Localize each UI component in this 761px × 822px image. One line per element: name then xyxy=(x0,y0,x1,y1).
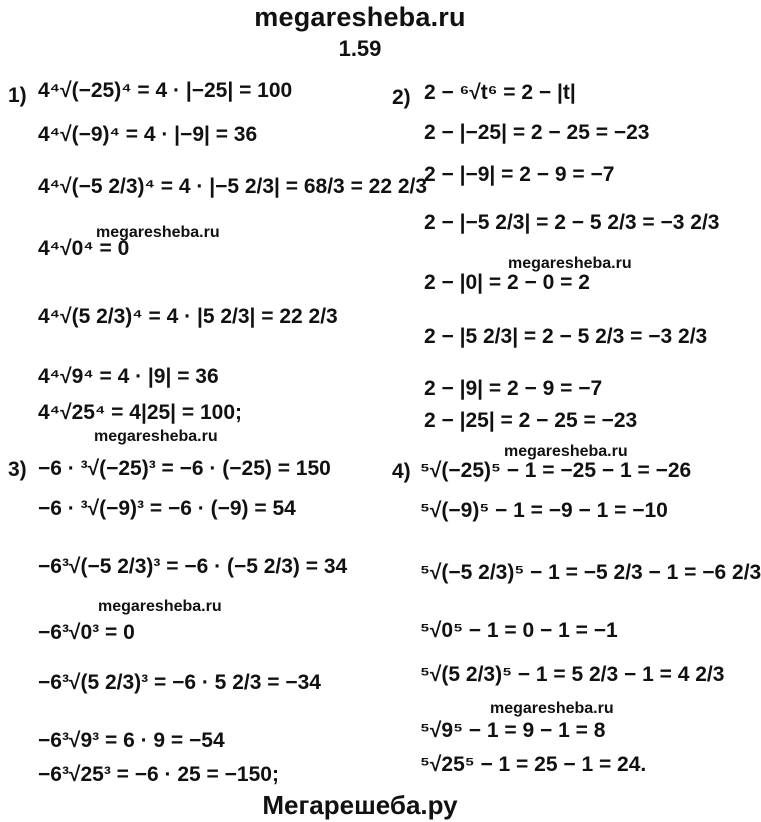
part2-line: 2 − |−9| = 2 − 9 = −7 xyxy=(424,163,615,186)
section-label-1: 1) xyxy=(8,84,27,107)
watermark: megaresheba.ru xyxy=(98,598,222,615)
part2-line: 2 − |−25| = 2 − 25 = −23 xyxy=(424,121,650,144)
part4-line: ⁵√(−9)⁵ − 1 = −9 − 1 = −10 xyxy=(420,499,668,522)
part4-line: ⁵√9⁵ − 1 = 9 − 1 = 8 xyxy=(420,719,606,742)
watermark: megaresheba.ru xyxy=(94,428,218,445)
section-label-3: 3) xyxy=(8,458,27,481)
part1-line: 4⁴√(−9)⁴ = 4 · |−9| = 36 xyxy=(38,123,258,146)
part1-line: 4⁴√(−25)⁴ = 4 · |−25| = 100 xyxy=(38,79,293,102)
part3-line: −6³√25³ = −6 · 25 = −150; xyxy=(38,763,279,786)
part3-line: −6 · ³√(−25)³ = −6 · (−25) = 150 xyxy=(38,457,331,480)
part3-line: −6³√(−5 2/3)³ = −6 · (−5 2/3) = 34 xyxy=(38,555,348,578)
part3-line: −6 · ³√(−9)³ = −6 · (−9) = 54 xyxy=(38,497,296,520)
part4-line: ⁵√(−5 2/3)⁵ − 1 = −5 2/3 − 1 = −6 2/3 xyxy=(420,561,761,584)
site-footer: Мегарешеба.ру xyxy=(262,790,458,820)
watermark: megaresheba.ru xyxy=(504,443,628,460)
part1-line: 4⁴√9⁴ = 4 · |9| = 36 xyxy=(38,365,219,388)
part1-line: 4⁴√25⁴ = 4|25| = 100; xyxy=(38,401,243,424)
part3-line: −6³√(5 2/3)³ = −6 · 5 2/3 = −34 xyxy=(38,671,321,694)
site-header: megaresheba.ru xyxy=(254,2,466,32)
part4-line: ⁵√(5 2/3)⁵ − 1 = 5 2/3 − 1 = 4 2/3 xyxy=(420,663,725,686)
part2-line: 2 − |0| = 2 − 0 = 2 xyxy=(424,271,590,294)
part2-line: 2 − |−5 2/3| = 2 − 5 2/3 = −3 2/3 xyxy=(424,211,720,234)
part2-line: 2 − |25| = 2 − 25 = −23 xyxy=(424,409,638,432)
part4-line: ⁵√0⁵ − 1 = 0 − 1 = −1 xyxy=(420,619,618,642)
watermark: megaresheba.ru xyxy=(490,700,614,717)
part1-line: 4⁴√(5 2/3)⁴ = 4 · |5 2/3| = 22 2/3 xyxy=(38,305,338,328)
watermark: megaresheba.ru xyxy=(96,224,220,241)
part2-line: 2 − ⁶√t⁶ = 2 − |t| xyxy=(424,81,576,104)
part4-line: ⁵√(−25)⁵ − 1 = −25 − 1 = −26 xyxy=(420,459,692,482)
part4-line: ⁵√25⁵ − 1 = 25 − 1 = 24. xyxy=(420,753,647,776)
part2-line: 2 − |9| = 2 − 9 = −7 xyxy=(424,377,603,400)
watermark: megaresheba.ru xyxy=(508,255,632,272)
part2-line: 2 − |5 2/3| = 2 − 5 2/3 = −3 2/3 xyxy=(424,325,708,348)
problem-number: 1.59 xyxy=(338,36,382,61)
section-label-2: 2) xyxy=(392,86,411,109)
part1-line: 4⁴√0⁴ = 0 xyxy=(38,237,130,260)
part1-line: 4⁴√(−5 2/3)⁴ = 4 · |−5 2/3| = 68/3 = 22 2/3 xyxy=(38,175,428,198)
part3-line: −6³√0³ = 0 xyxy=(38,621,135,644)
section-label-4: 4) xyxy=(392,460,411,483)
part3-line: −6³√9³ = 6 · 9 = −54 xyxy=(38,729,225,752)
